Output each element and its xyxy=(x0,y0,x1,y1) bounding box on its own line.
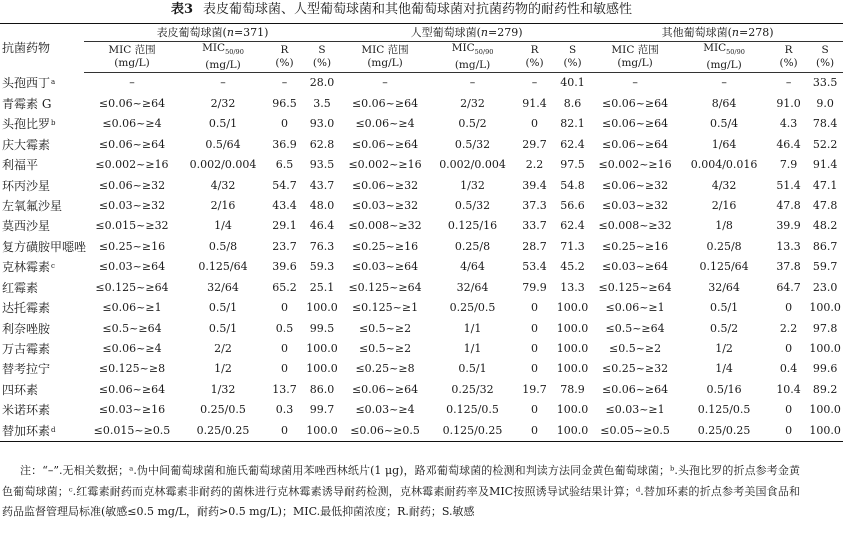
value-cell: ≤0.06~≥64 xyxy=(601,117,669,131)
value-cell: ≤0.5~≥64 xyxy=(605,321,665,335)
header-sub-row xyxy=(0,42,843,73)
value-cell: – xyxy=(469,76,476,90)
table-row xyxy=(0,257,843,277)
value-cell: 0 xyxy=(281,342,288,355)
drug-name-cell: 利福平 xyxy=(2,158,39,173)
drug-name-cell: 四环素 xyxy=(2,382,39,397)
value-cell: 39.6 xyxy=(272,260,297,274)
value-cell: 71.3 xyxy=(560,239,585,253)
value-cell: ≤0.25~≥32 xyxy=(601,362,669,376)
drug-name-cell: 替加环素$^d$ xyxy=(0,421,84,442)
table-row xyxy=(0,400,843,420)
table-row xyxy=(0,421,843,442)
value-cell: – xyxy=(632,76,638,90)
value-cell: 0.4 xyxy=(779,362,798,376)
value-cell: 0.004/0.016 xyxy=(690,158,758,172)
table-title xyxy=(0,2,803,18)
value-cell: 0.5/32 xyxy=(454,198,491,212)
value-cell: ≤0.5~≥64 xyxy=(102,321,162,335)
value-cell: 78.4 xyxy=(812,117,838,131)
value-cell: 33.7 xyxy=(522,219,547,233)
value-cell: 28.0 xyxy=(309,76,335,90)
value-cell: 0.25/8 xyxy=(454,239,491,253)
value-cell: 0 xyxy=(531,403,539,417)
value-cell: 0.5/1 xyxy=(208,301,238,315)
value-cell: 79.9 xyxy=(522,280,547,294)
value-cell: 100.0 xyxy=(306,342,338,355)
value-cell: 59.3 xyxy=(309,260,335,274)
r-header-other: R (%) xyxy=(770,42,807,73)
value-cell: 39.9 xyxy=(776,219,801,233)
value-cell: 0 xyxy=(531,342,539,355)
value-cell: 47.8 xyxy=(812,198,838,212)
value-cell: 100.0 xyxy=(556,403,589,417)
value-cell: 0 xyxy=(531,301,539,315)
table-row xyxy=(0,277,843,297)
drug-name-cell: 复方磺胺甲噁唑 xyxy=(2,239,87,254)
value-cell: 0.5/8 xyxy=(208,239,238,253)
value-cell: 91.4 xyxy=(522,96,547,110)
value-cell: ≤0.008~≥32 xyxy=(348,219,422,233)
value-cell: ≤0.125~≥64 xyxy=(348,280,422,294)
value-cell: 0.5/1 xyxy=(208,117,238,131)
value-cell: 100.0 xyxy=(809,403,841,417)
value-cell: ≤0.002~≥16 xyxy=(598,158,672,172)
table-row xyxy=(0,155,843,175)
value-cell: 64.7 xyxy=(776,280,801,294)
value-cell: 100.0 xyxy=(306,301,338,315)
value-cell: 100.0 xyxy=(303,421,341,442)
drug-name-cell: 青霉素 G xyxy=(2,96,52,111)
value-cell: 54.7 xyxy=(272,178,297,192)
value-cell: ≤0.06~≥4 xyxy=(102,342,162,355)
value-cell: 96.5 xyxy=(272,96,297,110)
s-header-other: S (%) xyxy=(807,42,843,73)
value-cell: 99.7 xyxy=(309,403,335,417)
table-body xyxy=(0,73,843,442)
value-cell: 0.5/32 xyxy=(454,137,491,151)
value-cell: ≤0.06~≥64 xyxy=(351,382,419,396)
value-cell: ≤0.06~≥4 xyxy=(355,117,415,131)
value-cell: 97.8 xyxy=(812,321,838,335)
value-cell: 0.125/0.25 xyxy=(429,421,516,442)
value-cell: 8.6 xyxy=(563,96,582,110)
value-cell: 0.3 xyxy=(275,403,294,417)
value-cell: ≤0.03~≥4 xyxy=(355,403,415,417)
value-cell: ≤0.06~≥0.5 xyxy=(341,421,429,442)
value-cell: 2.2 xyxy=(525,158,544,172)
value-cell: 89.2 xyxy=(812,382,838,396)
drug-name-cell: 红霉素 xyxy=(2,280,39,295)
value-cell: 97.5 xyxy=(560,158,585,172)
value-cell: ≤0.05~≥0.5 xyxy=(592,421,678,442)
value-cell: 100.0 xyxy=(809,301,841,315)
value-cell: ≤0.03~≥16 xyxy=(98,403,166,417)
value-cell: 100.0 xyxy=(556,342,589,355)
table-caption: 表皮葡萄球菌、人型葡萄球菌和其他葡萄球菌对抗菌药物的耐药性和敏感性 xyxy=(203,2,633,17)
value-cell: 65.2 xyxy=(272,280,297,294)
value-cell: 53.4 xyxy=(522,260,547,274)
value-cell: 4/32 xyxy=(711,178,737,192)
value-cell: 100.0 xyxy=(556,321,589,335)
value-cell: ≤0.002~≥16 xyxy=(348,158,422,172)
value-cell: ≤0.015~≥32 xyxy=(95,219,169,233)
value-cell: 4/64 xyxy=(460,260,485,274)
value-cell: 100.0 xyxy=(553,421,592,442)
table-row xyxy=(0,196,843,216)
value-cell: ≤0.002~≥16 xyxy=(95,158,169,172)
value-cell: 43.7 xyxy=(309,178,335,192)
value-cell: 4.3 xyxy=(779,117,798,131)
drug-name-cell: 利奈唑胺 xyxy=(2,321,51,336)
drug-name-cell: 头孢西丁$^a$ xyxy=(2,76,56,91)
value-cell: ≤0.125~≥64 xyxy=(95,280,169,294)
value-cell: – xyxy=(531,76,538,90)
value-cell: ≤0.06~≥32 xyxy=(98,178,166,192)
drug-name-cell: 米诺环素 xyxy=(2,403,51,418)
r-header-hominis: R (%) xyxy=(516,42,553,73)
table-row xyxy=(0,380,843,400)
value-cell: 13.3 xyxy=(560,280,585,294)
value-cell: 1/32 xyxy=(210,382,236,396)
value-cell: 51.4 xyxy=(776,178,801,192)
value-cell: 91.0 xyxy=(776,96,801,110)
table-row xyxy=(0,73,843,94)
value-cell: 0.5/1 xyxy=(709,301,739,315)
value-cell: ≤0.03~≥32 xyxy=(601,198,669,212)
value-cell: 47.1 xyxy=(812,178,838,192)
value-cell: ≤0.25~≥8 xyxy=(355,362,415,376)
value-cell: ≤0.06~≥1 xyxy=(605,301,665,315)
value-cell: 2/16 xyxy=(711,198,737,212)
value-cell: ≤0.125~≥64 xyxy=(598,280,672,294)
drug-name-cell: 左氧氟沙星 xyxy=(2,198,63,213)
value-cell: ≤0.06~≥64 xyxy=(98,96,166,110)
value-cell: 0 xyxy=(770,421,807,442)
value-cell: 100.0 xyxy=(556,362,589,376)
value-cell: – xyxy=(785,76,792,90)
value-cell: ≤0.03~≥32 xyxy=(351,198,419,212)
value-cell: 0.002/0.004 xyxy=(439,158,506,172)
value-cell: 100.0 xyxy=(807,421,843,442)
value-cell: 0.125/0.5 xyxy=(697,403,751,417)
value-cell: 0 xyxy=(266,421,303,442)
value-cell: 39.4 xyxy=(522,178,547,192)
drug-name-cell: 庆大霉素 xyxy=(2,137,51,152)
table-footnote: 注：“–”.无相关数据；ᵃ.伪中间葡萄球菌和施氏葡萄球菌用苯唑西林纸片(1 μg)，路邓葡萄球菌的检测和判读方法同金黄色葡萄球菌；ᵇ.头孢比罗的折点参考金黄色葡萄球菌；ᶜ.红霉素耐药而克林霉素非耐药的菌株进行克林霉素诱导耐药检测，克林霉素耐药率及MIC按照诱导试验结果计算；ᵈ.替加环素的折点参考美国食品和药品监督管理局标准(敏感≤0.5 mg/L，耐药>0.5 mg/L)；MIC.最低抑菌浓度；R.耐药；S.敏感 xyxy=(2,464,800,518)
drug-name-cell: 达托霉素 xyxy=(2,301,51,316)
value-cell: 0 xyxy=(281,301,288,315)
value-cell: 0.125/64 xyxy=(198,260,248,274)
value-cell: 0.5/1 xyxy=(208,321,238,335)
value-cell: ≤0.015~≥0.5 xyxy=(84,421,180,442)
value-cell: 2/32 xyxy=(460,96,485,110)
value-cell: ≤0.25~≥16 xyxy=(351,239,419,253)
value-cell: 56.6 xyxy=(560,198,585,212)
value-cell: 25.1 xyxy=(309,280,335,294)
value-cell: 1/1 xyxy=(463,321,482,335)
value-cell: 0 xyxy=(785,403,793,417)
drug-name-cell: 替考拉宁 xyxy=(2,362,51,377)
value-cell: 46.4 xyxy=(309,219,335,233)
value-cell: 28.7 xyxy=(522,239,547,253)
table-row xyxy=(0,339,843,359)
value-cell: ≤0.5~≥2 xyxy=(358,321,412,335)
value-cell: 0.25/0.5 xyxy=(449,301,496,315)
mic-range-header-hominis: MIC 范围 (mg/L) xyxy=(341,42,429,73)
value-cell: 99.5 xyxy=(309,321,335,335)
value-cell: ≤0.5~≥2 xyxy=(358,342,412,355)
table-row xyxy=(0,134,843,154)
value-cell: 33.5 xyxy=(812,76,838,90)
table-row xyxy=(0,237,843,257)
value-cell: 0 xyxy=(531,362,539,376)
value-cell: 0.25/8 xyxy=(706,239,742,253)
value-cell: ≤0.06~≥64 xyxy=(351,137,419,151)
drug-name-cell: 克林霉素$^c$ xyxy=(2,260,55,275)
table-row xyxy=(0,175,843,195)
header-group-row xyxy=(0,24,843,42)
value-cell: 43.4 xyxy=(272,198,297,212)
value-cell: ≤0.06~≥4 xyxy=(102,117,162,131)
value-cell: ≤0.03~≥64 xyxy=(601,260,669,274)
value-cell: ≤0.06~≥64 xyxy=(98,382,166,396)
value-cell: ≤0.06~≥64 xyxy=(351,96,419,110)
value-cell: ≤0.5~≥2 xyxy=(608,342,662,355)
value-cell: 19.7 xyxy=(522,382,547,396)
value-cell: 1/4 xyxy=(715,362,733,376)
value-cell: 86.7 xyxy=(812,239,838,253)
drug-column-header: 抗菌药物 xyxy=(2,41,51,56)
value-cell: 1/2 xyxy=(214,362,232,376)
value-cell: 40.1 xyxy=(560,76,585,90)
s-header-epidermidis: S (%) xyxy=(303,42,341,73)
value-cell: 10.4 xyxy=(776,382,801,396)
value-cell: 32/64 xyxy=(708,280,740,294)
value-cell: 100.0 xyxy=(306,362,338,376)
value-cell: 62.4 xyxy=(560,219,585,233)
footnote-marker: c xyxy=(51,262,55,271)
drug-name-cell: 环丙沙星 xyxy=(2,178,51,193)
value-cell: 0 xyxy=(281,362,288,376)
value-cell: – xyxy=(220,76,226,90)
value-cell: 3.5 xyxy=(313,96,331,110)
value-cell: 1/2 xyxy=(715,342,733,355)
value-cell: 0 xyxy=(785,342,793,355)
value-cell: ≤0.03~≥32 xyxy=(98,198,166,212)
value-cell: 37.3 xyxy=(522,198,547,212)
value-cell: 62.4 xyxy=(560,137,585,151)
value-cell: 100.0 xyxy=(556,301,589,315)
value-cell: 4/32 xyxy=(210,178,236,192)
s-header-hominis: S (%) xyxy=(553,42,592,73)
value-cell: – xyxy=(281,76,288,90)
value-cell: 48.0 xyxy=(309,198,335,212)
value-cell: 1/8 xyxy=(715,219,733,233)
value-cell: 29.7 xyxy=(522,137,547,151)
drug-name-cell: 万古霉素 xyxy=(2,342,51,356)
footnote-marker: a xyxy=(51,78,56,87)
value-cell: ≤0.008~≥32 xyxy=(598,219,672,233)
value-cell: 0.5/16 xyxy=(706,382,742,396)
value-cell: 13.3 xyxy=(776,239,801,253)
value-cell: 7.9 xyxy=(779,158,798,172)
value-cell: 0 xyxy=(281,117,288,131)
footnote-marker: b xyxy=(51,119,56,128)
value-cell: 0.25/0.5 xyxy=(200,403,246,417)
value-cell: 36.9 xyxy=(272,137,297,151)
value-cell: 1/4 xyxy=(214,219,232,233)
value-cell: 91.4 xyxy=(812,158,838,172)
group-header-hominis: 人型葡萄球菌(n=279) xyxy=(341,24,592,42)
table-row xyxy=(0,359,843,379)
value-cell: 23.0 xyxy=(812,280,838,294)
group-header-other: 其他葡萄球菌(n=278) xyxy=(592,24,843,42)
value-cell: 2/2 xyxy=(214,342,232,355)
value-cell: ≤0.03~≥64 xyxy=(351,260,419,274)
value-cell: 62.8 xyxy=(309,137,335,151)
value-cell: 0.5/4 xyxy=(709,117,739,131)
value-cell: ≤0.06~≥64 xyxy=(98,137,166,151)
value-cell: 0.25/0.25 xyxy=(678,421,770,442)
value-cell: 78.9 xyxy=(560,382,585,396)
value-cell: 48.2 xyxy=(812,219,838,233)
mic5090-header-hominis: $MIC_{50/90}$ (mg/L) xyxy=(429,42,516,73)
table-row xyxy=(0,114,843,134)
value-cell: 32/64 xyxy=(456,280,489,294)
value-cell: 23.7 xyxy=(272,239,297,253)
value-cell: 0 xyxy=(785,301,793,315)
value-cell: 47.8 xyxy=(776,198,801,212)
table-row xyxy=(0,298,843,318)
value-cell: 8/64 xyxy=(711,96,737,110)
value-cell: 0.5/1 xyxy=(458,362,487,376)
value-cell: 13.7 xyxy=(272,382,297,396)
value-cell: 9.0 xyxy=(816,96,834,110)
table-row xyxy=(0,94,843,114)
resistance-table xyxy=(0,23,843,442)
value-cell: 1/1 xyxy=(463,342,482,355)
value-cell: ≤0.06~≥64 xyxy=(601,96,669,110)
value-cell: ≤0.06~≥32 xyxy=(351,178,419,192)
value-cell: 0.5/64 xyxy=(205,137,241,151)
value-cell: 93.5 xyxy=(309,158,335,172)
value-cell: ≤0.03~≥64 xyxy=(98,260,166,274)
mic-range-header-other: MIC 范围 (mg/L) xyxy=(592,42,678,73)
value-cell: 2/32 xyxy=(210,96,236,110)
value-cell: 0 xyxy=(531,117,539,131)
value-cell: 86.0 xyxy=(309,382,335,396)
table-row xyxy=(0,318,843,338)
table-row xyxy=(0,216,843,236)
value-cell: – xyxy=(382,76,388,90)
value-cell: 99.6 xyxy=(812,362,838,376)
value-cell: ≤0.25~≥16 xyxy=(601,239,669,253)
value-cell: ≤0.03~≥1 xyxy=(605,403,665,417)
value-cell: 2.2 xyxy=(779,321,798,335)
table-number: 表3 xyxy=(170,2,194,17)
value-cell: 1/64 xyxy=(711,137,737,151)
value-cell: 46.4 xyxy=(776,137,801,151)
value-cell: 0 xyxy=(531,321,539,335)
mic-range-header-epidermidis: MIC 范围 (mg/L) xyxy=(84,42,180,73)
value-cell: 1/32 xyxy=(460,178,485,192)
value-cell: 0.5/2 xyxy=(458,117,487,131)
value-cell: 32/64 xyxy=(207,280,239,294)
value-cell: 0.002/0.004 xyxy=(189,158,257,172)
value-cell: 0.125/64 xyxy=(699,260,749,274)
value-cell: – xyxy=(721,76,727,90)
value-cell: ≤0.06~≥1 xyxy=(102,301,162,315)
value-cell: 76.3 xyxy=(309,239,335,253)
value-cell: 0.5 xyxy=(275,321,294,335)
value-cell: 0.5/2 xyxy=(709,321,739,335)
value-cell: ≤0.06~≥64 xyxy=(601,382,669,396)
value-cell: 52.2 xyxy=(812,137,838,151)
value-cell: ≤0.06~≥64 xyxy=(601,137,669,151)
footnote-marker: d xyxy=(51,425,56,434)
value-cell: – xyxy=(129,76,135,90)
mic5090-header-other: $MIC_{50/90}$ (mg/L) xyxy=(678,42,770,73)
drug-name-cell: 莫西沙星 xyxy=(2,219,51,234)
group-header-epidermidis: 表皮葡萄球菌(n=371) xyxy=(84,24,341,42)
value-cell: 82.1 xyxy=(560,117,585,131)
mic5090-header-epidermidis: $MIC_{50/90}$ (mg/L) xyxy=(180,42,266,73)
value-cell: 0.25/0.25 xyxy=(180,421,266,442)
value-cell: ≤0.125~≥8 xyxy=(98,362,166,376)
drug-name-cell: 头孢比罗$^b$ xyxy=(2,117,56,132)
value-cell: 54.8 xyxy=(560,178,585,192)
value-cell: 29.1 xyxy=(272,219,297,233)
value-cell: 0.25/32 xyxy=(451,382,494,396)
value-cell: 37.8 xyxy=(776,260,801,274)
value-cell: 6.5 xyxy=(275,158,294,172)
value-cell: 0 xyxy=(516,421,553,442)
value-cell: 59.7 xyxy=(812,260,838,274)
r-header-epidermidis: R (%) xyxy=(266,42,303,73)
value-cell: ≤0.25~≥16 xyxy=(98,239,166,253)
value-cell: 100.0 xyxy=(809,342,841,355)
value-cell: 93.0 xyxy=(309,117,335,131)
value-cell: 2/16 xyxy=(210,198,236,212)
value-cell: 0.125/16 xyxy=(447,219,498,233)
value-cell: ≤0.125~≥1 xyxy=(351,301,419,315)
value-cell: 45.2 xyxy=(560,260,585,274)
value-cell: ≤0.06~≥32 xyxy=(601,178,669,192)
value-cell: 0.125/0.5 xyxy=(446,403,499,417)
